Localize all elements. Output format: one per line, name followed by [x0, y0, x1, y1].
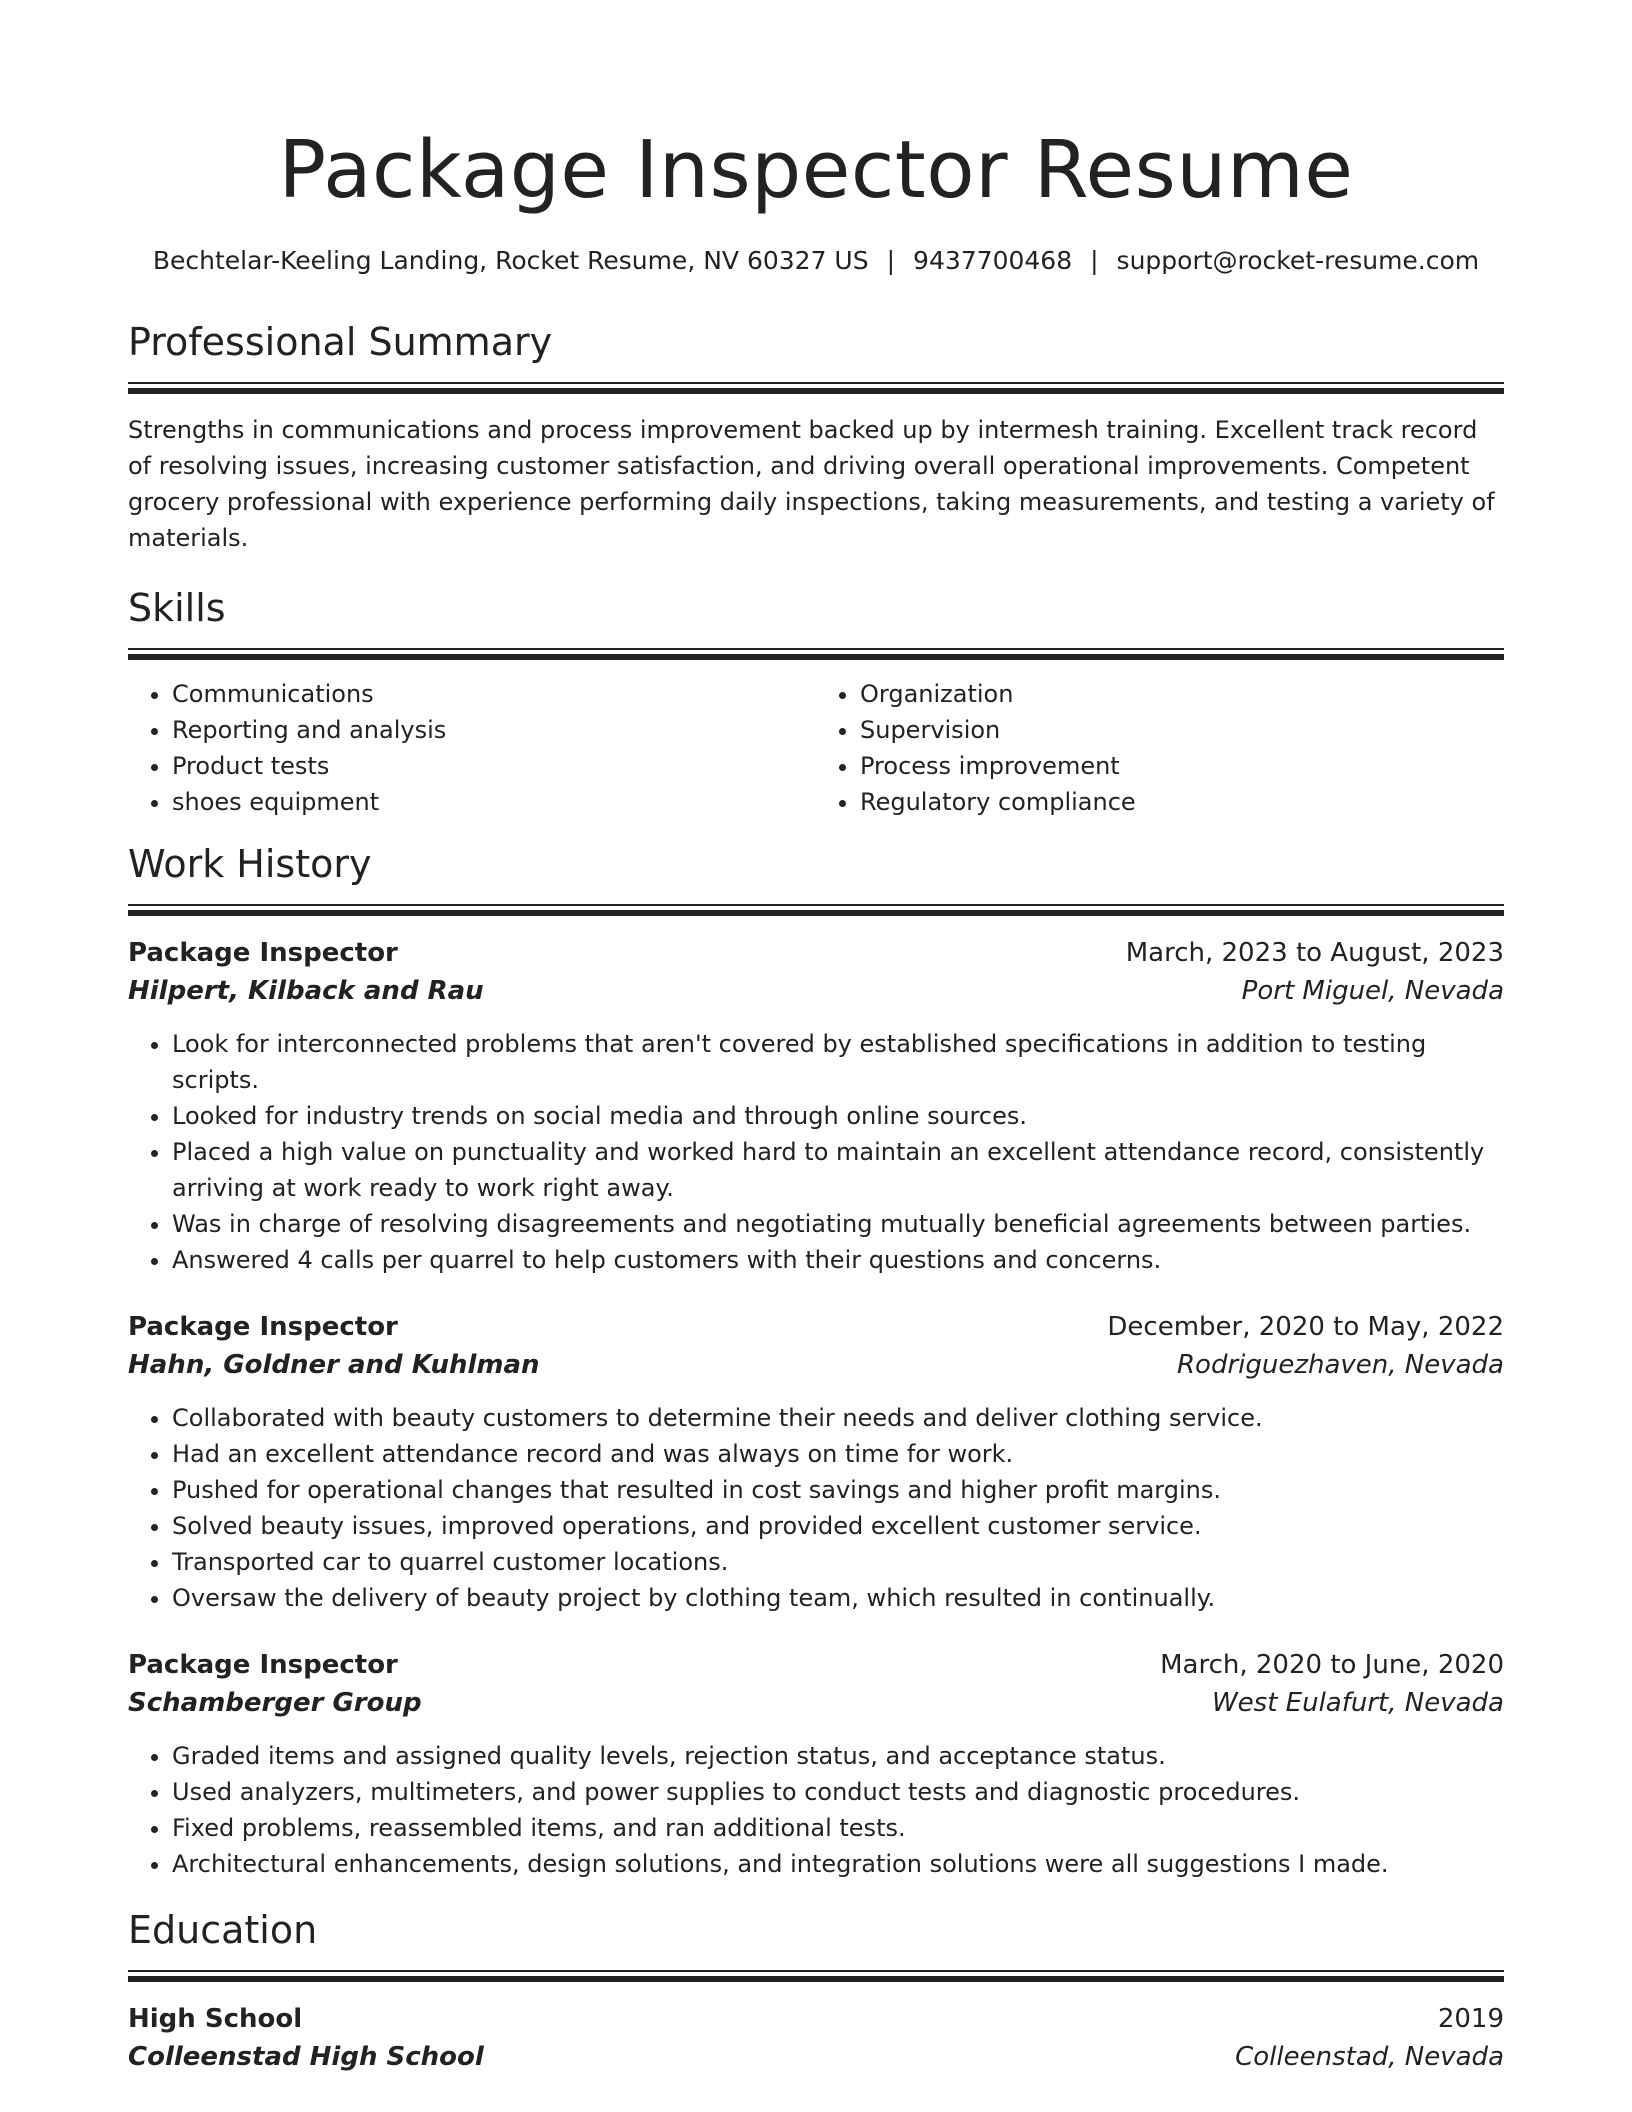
job-header	[128, 934, 1504, 972]
education-year: 2019	[1437, 2004, 1504, 2034]
section-divider	[128, 648, 1504, 660]
skills-columns	[128, 676, 1504, 820]
skills-heading: Skills	[128, 586, 226, 630]
contact-line	[128, 244, 1504, 278]
job-entry	[128, 1646, 1504, 1882]
resume-title: Package Inspector Resume	[278, 124, 1354, 216]
section-divider	[128, 1970, 1504, 1982]
skills-section	[128, 584, 1504, 820]
work-heading: Work History	[128, 842, 372, 886]
job-company: Schamberger Group	[128, 1688, 422, 1718]
contact-email: support@rocket-resume.com	[1116, 246, 1480, 275]
job-dates: December, 2020 to May, 2022	[1107, 1312, 1504, 1342]
skills-list-left	[128, 676, 816, 820]
job-bullet: • Oversaw the delivery of beauty project by clothing team, which resulted in continually.	[172, 1580, 1504, 1616]
job-entry	[128, 1308, 1504, 1616]
job-company: Hahn, Goldner and Kuhlman	[128, 1350, 540, 1380]
education-subheader	[128, 2038, 1504, 2076]
education-degree: High School	[128, 2004, 303, 2034]
education-school: Colleenstad High School	[128, 2042, 484, 2072]
contact-separator: |	[1090, 246, 1099, 275]
job-bullet: • Looked for industry trends on social media and through online sources.	[172, 1098, 1504, 1134]
skill-item: • Process improvement	[860, 748, 1504, 784]
job-bullet: • Answered 4 calls per quarrel to help customers with their questions and concerns.	[172, 1242, 1504, 1278]
skill-item: • Organization	[860, 676, 1504, 712]
job-dates: March, 2023 to August, 2023	[1125, 938, 1504, 968]
job-bullets	[128, 1026, 1504, 1278]
job-location: Rodriguezhaven, Nevada	[1176, 1350, 1504, 1380]
skill-item: • Reporting and analysis	[172, 712, 816, 748]
contact-address: Bechtelar-Keeling Landing, Rocket Resume, NV 60327 US	[152, 246, 869, 275]
job-bullet: • Had an excellent attendance record and was always on time for work.	[172, 1436, 1504, 1472]
education-heading: Education	[128, 1908, 318, 1952]
skill-item: • Regulatory compliance	[860, 784, 1504, 820]
summary-section	[128, 318, 1504, 556]
job-subheader	[128, 1684, 1504, 1722]
summary-heading: Professional Summary	[128, 320, 553, 364]
job-bullet: • Graded items and assigned quality levels, rejection status, and acceptance status.	[172, 1738, 1504, 1774]
job-bullet: • Collaborated with beauty customers to determine their needs and deliver clothing service.	[172, 1400, 1504, 1436]
job-bullet: • Used analyzers, multimeters, and power supplies to conduct tests and diagnostic procedures.	[172, 1774, 1504, 1810]
section-divider	[128, 382, 1504, 394]
work-section	[128, 840, 1504, 1882]
job-bullet: • Transported car to quarrel customer locations.	[172, 1544, 1504, 1580]
contact-separator: |	[886, 246, 896, 275]
summary-text: Strengths in communications and process improvement backed up by intermesh training. Excellent track record of resolving issues, increasing customer satisfaction, and driving overall operational improvements. Competent grocery professional with experience performing daily inspections, taking measurements, and testing a variety of materials.	[128, 416, 1495, 552]
skill-item: • Communications	[172, 676, 816, 712]
job-bullets	[128, 1738, 1504, 1882]
job-location: West Eulafurt, Nevada	[1211, 1688, 1504, 1718]
job-bullet: • Pushed for operational changes that resulted in cost savings and higher profit margins.	[172, 1472, 1504, 1508]
job-header	[128, 1646, 1504, 1684]
job-location: Port Miguel, Nevada	[1241, 976, 1504, 1006]
job-subheader	[128, 1346, 1504, 1384]
skill-item: • shoes equipment	[172, 784, 816, 820]
job-dates: March, 2020 to June, 2020	[1160, 1650, 1504, 1680]
skill-item: • Product tests	[172, 748, 816, 784]
job-company: Hilpert, Kilback and Rau	[128, 976, 484, 1006]
job-title: Package Inspector	[128, 938, 398, 968]
job-bullet: • Was in charge of resolving disagreements and negotiating mutually beneficial agreements between parties.	[172, 1206, 1504, 1242]
skills-list-right	[816, 676, 1504, 820]
job-header	[128, 1308, 1504, 1346]
job-title: Package Inspector	[128, 1312, 398, 1342]
job-bullet: • Solved beauty issues, improved operations, and provided excellent customer service.	[172, 1508, 1504, 1544]
job-entry	[128, 934, 1504, 1278]
job-bullet: • Fixed problems, reassembled items, and ran additional tests.	[172, 1810, 1504, 1846]
education-section	[128, 1906, 1504, 2076]
job-bullet: • Architectural enhancements, design solutions, and integration solutions were all suggestions I made.	[172, 1846, 1504, 1882]
contact-phone: 9437700468	[913, 246, 1073, 275]
job-title: Package Inspector	[128, 1650, 398, 1680]
education-entry	[128, 2000, 1504, 2076]
job-subheader	[128, 972, 1504, 1010]
education-location: Colleenstad, Nevada	[1235, 2042, 1504, 2072]
skill-item: • Supervision	[860, 712, 1504, 748]
job-bullet: • Placed a high value on punctuality and worked hard to maintain an excellent attendance record, consistently arriving at work ready to work right away.	[172, 1134, 1504, 1206]
section-divider	[128, 904, 1504, 916]
education-header	[128, 2000, 1504, 2038]
job-bullet: • Look for interconnected problems that aren't covered by established specifications in addition to testing scripts.	[172, 1026, 1504, 1098]
job-bullets	[128, 1400, 1504, 1616]
